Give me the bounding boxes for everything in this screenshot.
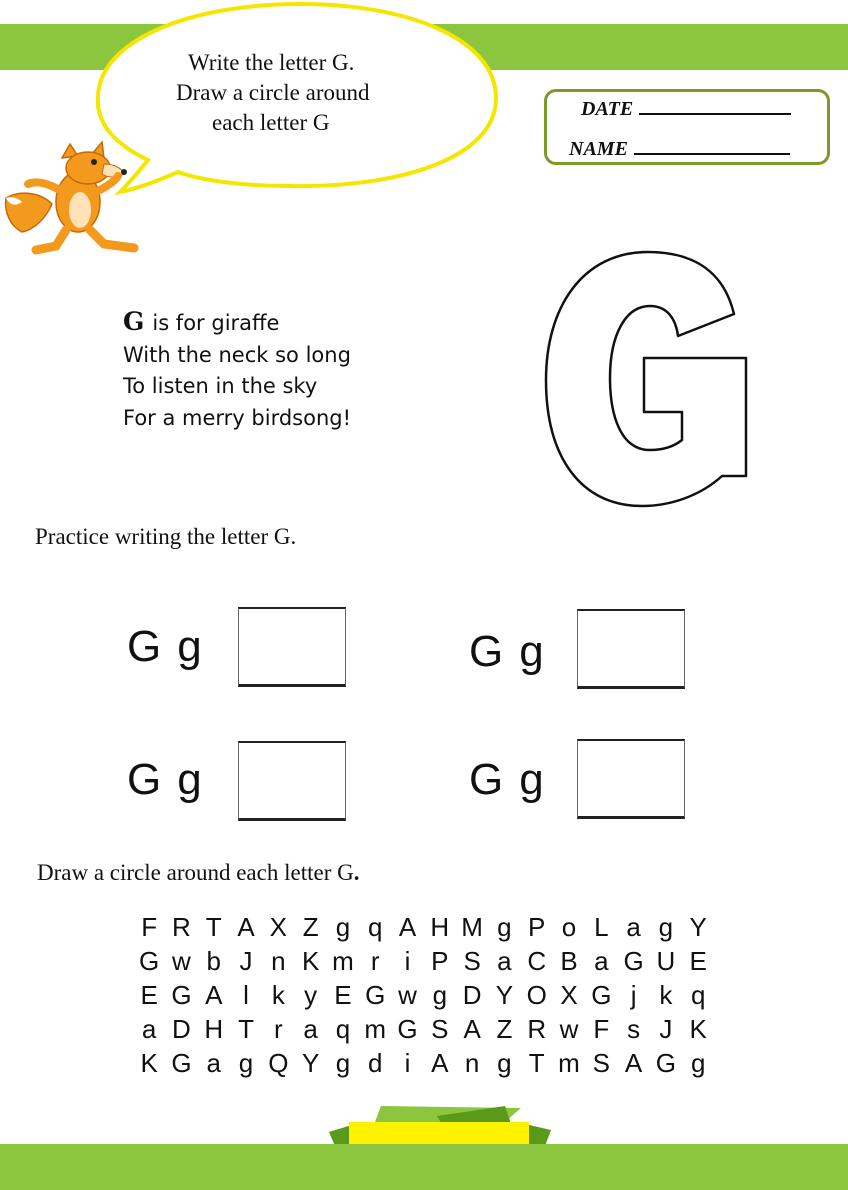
letter-grid-cell[interactable]: G — [365, 979, 386, 1010]
name-label: NAME — [569, 138, 628, 160]
letter-grid-cell[interactable]: l — [243, 979, 249, 1010]
letter-grid-cell[interactable]: T — [528, 1047, 545, 1078]
big-outline-letter-g — [538, 244, 758, 514]
poem-line-1-text: is for giraffe — [152, 311, 280, 335]
letter-grid-cell[interactable]: J — [659, 1013, 673, 1044]
letter-grid-cell[interactable]: n — [464, 1047, 480, 1078]
poem — [123, 306, 351, 434]
letter-grid-cell[interactable]: G — [591, 979, 612, 1010]
letter-grid — [133, 910, 723, 1080]
letter-grid-cell[interactable]: D — [172, 1013, 191, 1044]
instruction-line-3: each letter G — [212, 110, 330, 135]
pair-upper: G — [127, 755, 164, 804]
letter-grid-cell[interactable]: F — [593, 1013, 610, 1044]
pair-lower: g — [177, 755, 204, 804]
practice-pair-3 — [127, 755, 204, 805]
name-row — [569, 138, 790, 161]
letter-grid-cell[interactable]: i — [404, 945, 411, 976]
poem-line-1 — [123, 306, 351, 340]
letter-grid-cell[interactable]: R — [527, 1013, 547, 1044]
letter-grid-cell[interactable]: Y — [689, 911, 707, 942]
letter-grid-cell[interactable]: b — [206, 945, 221, 976]
letter-grid-cell[interactable]: E — [140, 979, 158, 1010]
letter-grid-cell[interactable]: d — [367, 1047, 383, 1078]
letter-grid-cell[interactable]: H — [430, 911, 450, 942]
letter-grid-cell[interactable]: Z — [496, 1013, 513, 1044]
letter-grid-cell[interactable]: T — [238, 1013, 254, 1044]
letter-grid-cell[interactable]: K — [301, 945, 320, 976]
letter-grid-cell[interactable]: a — [626, 911, 641, 942]
letter-grid-cell[interactable]: E — [689, 945, 707, 976]
letter-grid-cell[interactable]: P — [528, 911, 546, 942]
letter-grid-cell[interactable]: A — [431, 1047, 449, 1078]
letter-grid-cell[interactable]: g — [432, 979, 448, 1010]
letter-grid-cell[interactable]: L — [594, 911, 609, 942]
fox-mascot-icon — [0, 140, 150, 260]
letter-grid-cell[interactable]: a — [206, 1047, 221, 1078]
letter-grid-cell[interactable]: w — [559, 1013, 579, 1044]
practice-pair-4 — [469, 755, 546, 805]
letter-grid-cell[interactable]: Y — [301, 1047, 320, 1078]
letter-grid-cell[interactable]: w — [172, 945, 191, 976]
circle-task-heading-text: Draw a circle around each letter G — [37, 860, 354, 885]
letter-grid-cell[interactable]: C — [527, 945, 547, 976]
letter-grid-cell[interactable]: r — [274, 1013, 283, 1044]
letter-grid-cell[interactable]: o — [561, 911, 577, 942]
bottom-green-band — [0, 1144, 848, 1190]
writing-box-3[interactable] — [238, 741, 346, 821]
pair-lower: g — [519, 755, 546, 804]
circle-task-heading — [37, 860, 359, 886]
letter-grid-cell[interactable]: m — [558, 1047, 580, 1078]
writing-box-1[interactable] — [238, 607, 346, 687]
letter-grid-cell[interactable]: j — [630, 979, 637, 1010]
letter-grid-cell[interactable]: g — [335, 1047, 351, 1078]
letter-grid-cell[interactable]: G — [139, 945, 160, 976]
letter-grid-cell[interactable]: G — [397, 1013, 418, 1044]
date-line[interactable] — [639, 113, 791, 115]
letter-grid-cell[interactable]: a — [594, 945, 609, 976]
letter-grid-cell[interactable]: g — [238, 1047, 254, 1078]
letter-grid-cell[interactable]: k — [659, 979, 673, 1010]
letter-grid-cell[interactable]: H — [204, 1013, 224, 1044]
letter-grid-cell[interactable]: g — [497, 911, 512, 942]
date-row — [581, 98, 791, 121]
letter-grid-cell[interactable]: G — [655, 1047, 677, 1078]
letter-grid-cell[interactable]: A — [463, 1013, 481, 1044]
letter-grid-row — [133, 910, 723, 944]
letter-grid-cell[interactable]: S — [463, 945, 481, 976]
letter-grid-cell[interactable]: M — [461, 911, 483, 942]
pair-upper: G — [127, 622, 164, 671]
letter-grid-row — [133, 1012, 723, 1046]
letter-grid-cell[interactable]: a — [141, 1013, 157, 1044]
writing-box-2[interactable] — [577, 609, 685, 689]
letter-grid-cell[interactable]: A — [398, 911, 417, 942]
letter-grid-row — [133, 944, 723, 978]
letter-grid-cell[interactable]: g — [497, 1047, 512, 1078]
letter-grid-cell[interactable]: F — [141, 911, 158, 942]
letter-grid-cell[interactable]: Z — [302, 911, 319, 942]
letter-grid-cell[interactable]: S — [592, 1047, 610, 1078]
letter-grid-cell[interactable]: D — [462, 979, 482, 1010]
poem-letter: G — [123, 307, 145, 336]
letter-grid-cell[interactable]: a — [303, 1013, 318, 1044]
letter-grid-cell[interactable]: g — [690, 1047, 706, 1078]
letter-grid-cell[interactable]: T — [205, 911, 222, 942]
letter-grid-cell[interactable]: A — [205, 979, 223, 1010]
poem-line-2: With the neck so long — [123, 342, 351, 367]
pair-upper: G — [469, 627, 506, 676]
letter-grid-cell[interactable]: q — [335, 1013, 351, 1044]
letter-grid-cell[interactable]: g — [335, 911, 351, 942]
letter-grid-cell[interactable]: G — [623, 945, 644, 976]
letter-grid-cell[interactable]: m — [332, 945, 354, 976]
letter-grid-cell[interactable]: i — [404, 1047, 411, 1078]
letter-grid-cell[interactable]: P — [431, 945, 449, 976]
letter-grid-cell[interactable]: E — [334, 979, 352, 1010]
name-line[interactable] — [634, 153, 790, 155]
letter-grid-cell[interactable]: X — [269, 911, 287, 942]
letter-grid-cell[interactable]: g — [658, 911, 674, 942]
letter-grid-cell[interactable]: O — [526, 979, 547, 1010]
letter-grid-cell[interactable]: J — [239, 945, 253, 976]
letter-grid-cell[interactable]: k — [271, 979, 285, 1010]
letter-grid-cell[interactable]: Y — [495, 979, 514, 1010]
letter-grid-cell[interactable]: w — [398, 979, 417, 1010]
letter-grid-cell[interactable]: G — [171, 979, 192, 1010]
letter-grid-cell[interactable]: U — [656, 945, 676, 976]
instruction-line-1: Write the letter G. — [188, 50, 355, 75]
poem-line-4: For a merry birdsong! — [123, 405, 352, 430]
letter-grid-cell[interactable]: B — [560, 945, 578, 976]
letter-grid-cell[interactable]: r — [370, 945, 380, 976]
letter-grid-cell[interactable]: R — [172, 911, 191, 942]
letter-grid-cell[interactable]: X — [560, 979, 578, 1010]
pair-lower: g — [177, 622, 204, 671]
letter-grid-cell[interactable]: q — [367, 911, 383, 942]
pair-upper: G — [469, 755, 506, 804]
writing-box-4[interactable] — [577, 739, 685, 819]
letter-grid-cell[interactable]: G — [171, 1047, 192, 1078]
letter-grid-cell[interactable]: y — [304, 979, 318, 1010]
instruction-line-2: Draw a circle around — [176, 80, 370, 105]
letter-grid-cell[interactable]: s — [627, 1013, 641, 1044]
letter-grid-cell[interactable]: m — [364, 1013, 387, 1044]
practice-heading: Practice writing the letter G. — [35, 524, 297, 549]
letter-grid-cell[interactable]: A — [237, 911, 255, 942]
circle-task-heading-dot: . — [353, 860, 360, 885]
poem-line-3: To listen in the sky — [123, 374, 318, 398]
letter-grid-cell[interactable]: A — [624, 1047, 643, 1078]
pair-lower: g — [519, 627, 546, 676]
letter-grid-cell[interactable]: K — [689, 1013, 707, 1044]
instruction-text — [150, 48, 430, 138]
practice-pair-1 — [127, 622, 204, 672]
letter-grid-row — [133, 1046, 723, 1080]
date-label: DATE — [581, 98, 634, 120]
date-name-box — [544, 89, 830, 165]
letter-grid-cell[interactable]: a — [497, 945, 512, 976]
letter-grid-cell[interactable]: S — [431, 1013, 449, 1044]
letter-grid-cell[interactable]: K — [140, 1047, 158, 1078]
letter-grid-cell[interactable]: Q — [268, 1047, 289, 1078]
letter-grid-row — [133, 978, 723, 1012]
letter-grid-cell[interactable]: q — [690, 979, 706, 1010]
practice-pair-2 — [469, 627, 546, 677]
letter-grid-cell[interactable]: n — [271, 945, 286, 976]
